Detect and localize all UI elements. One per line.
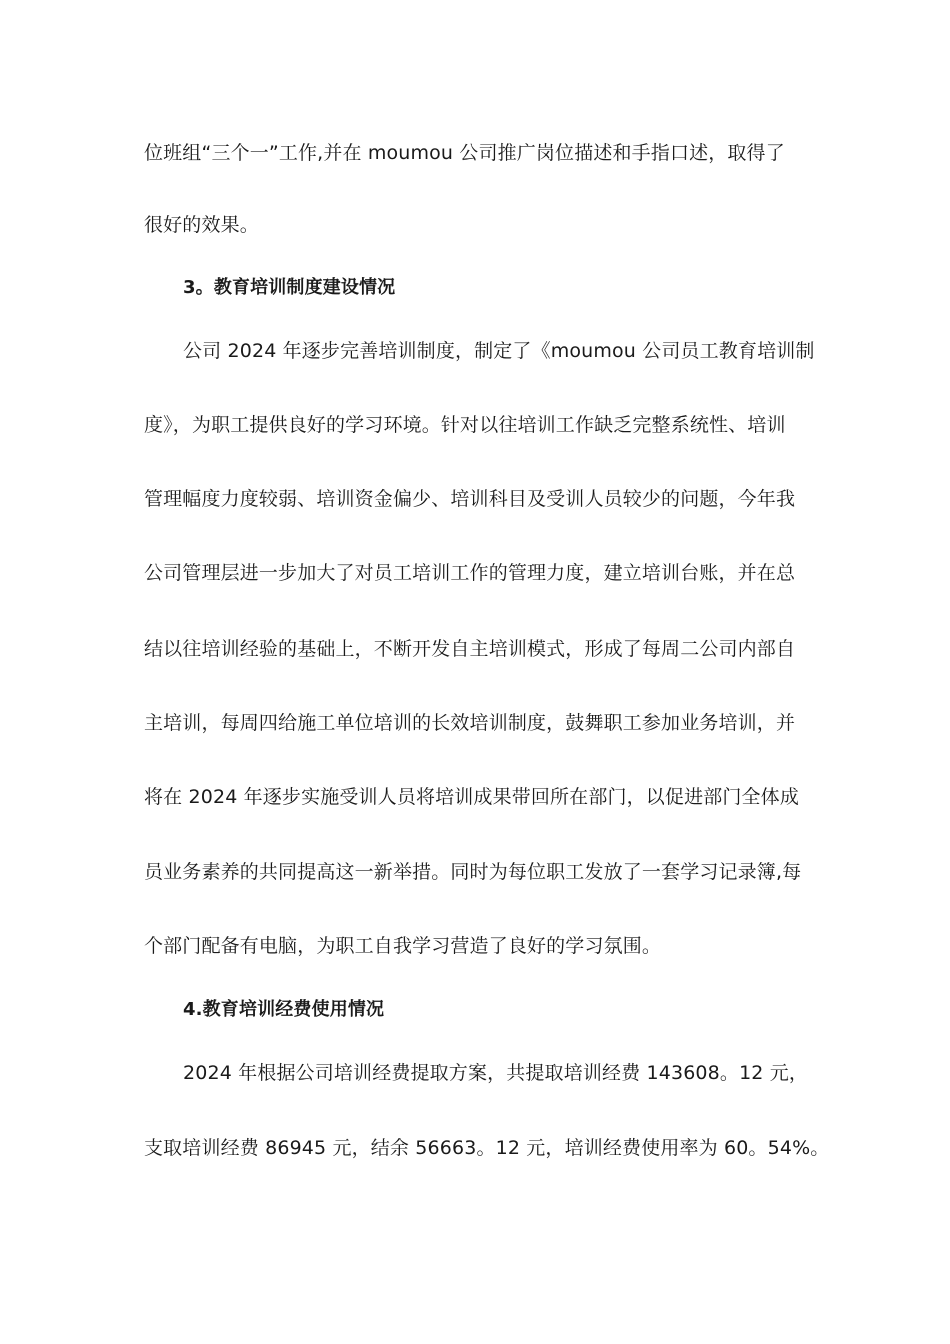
paragraph-line: 个部门配备有电脑，为职工自我学习营造了良好的学习氛围。 — [144, 935, 662, 957]
paragraph-line: 主培训，每周四给施工单位培训的长效培训制度，鼓舞职工参加业务培训，并 — [144, 712, 796, 734]
paragraph-line: 员业务素养的共同提高这一新举措。同时为每位职工发放了一套学习记录簿,每 — [144, 861, 802, 883]
paragraph-line: 2024 年根据公司培训经费提取方案，共提取培训经费 143608。12 元， — [183, 1062, 809, 1084]
paragraph-line: 位班组“三个一”工作,并在 moumou 公司推广岗位描述和手指口述，取得了 — [144, 142, 785, 164]
paragraph-line: 度》，为职工提供良好的学习环境。针对以往培训工作缺乏完整系统性、培训 — [144, 414, 786, 436]
paragraph-line: 将在 2024 年逐步实施受训人员将培训成果带回所在部门，以促进部门全体成 — [144, 786, 799, 808]
paragraph-line: 管理幅度力度较弱、培训资金偏少、培训科目及受训人员较少的问题，今年我 — [144, 488, 796, 510]
paragraph-line: 公司 2024 年逐步完善培训制度，制定了《moumou 公司员工教育培训制 — [183, 340, 815, 362]
paragraph-line: 结以往培训经验的基础上，不断开发自主培训模式，形成了每周二公司内部自 — [144, 638, 796, 660]
paragraph-line: 支取培训经费 86945 元，结余 56663。12 元，培训经费使用率为 60。54%。 — [144, 1137, 830, 1159]
paragraph-line: 公司管理层进一步加大了对员工培训工作的管理力度，建立培训台账，并在总 — [144, 562, 796, 584]
paragraph-line: 很好的效果。 — [144, 214, 259, 236]
section-heading: 4.教育培训经费使用情况 — [183, 999, 385, 1020]
section-heading: 3。教育培训制度建设情况 — [183, 277, 396, 298]
